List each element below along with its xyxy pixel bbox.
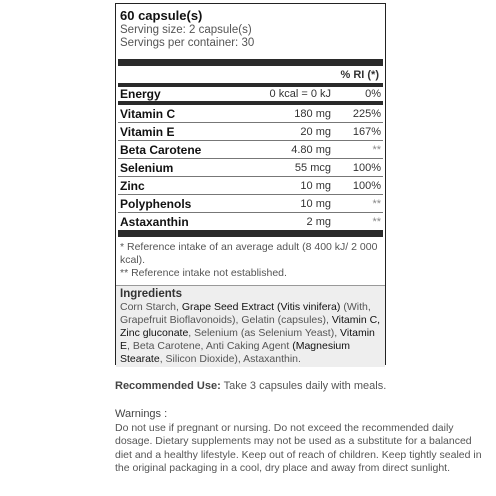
- panel-header: [116, 4, 385, 59]
- nutrient-row: [116, 195, 385, 212]
- ingredient-highlight: (Magnesium Stearate: [120, 340, 350, 365]
- ingredient-text: Corn Starch,: [120, 301, 182, 313]
- ingredients-title: Ingredients: [120, 288, 182, 300]
- ingredient-text: , Silicon Dioxide), Astaxanthin.: [159, 353, 301, 365]
- supplement-facts-panel: [115, 3, 386, 365]
- nutrient-amount: 20 mg: [300, 125, 331, 138]
- serving-size: Serving size: 2 capsule(s): [120, 24, 252, 36]
- ingredient-highlight: Vitamin E: [120, 327, 375, 352]
- ingredients-section: [116, 285, 385, 367]
- nutrient-amount: 55 mcg: [294, 161, 331, 174]
- ri-column-header: % RI (*): [340, 68, 379, 81]
- nutrient-row: [116, 159, 385, 176]
- nutrient-amount: 4.80 mg: [291, 143, 331, 156]
- recommended-use: [115, 380, 485, 393]
- ingredient-text: , Beta Carotene, Anti Caking Agent: [127, 340, 293, 352]
- warnings-section: [115, 408, 485, 475]
- nutrient-name: Vitamin E: [120, 124, 175, 139]
- energy-row: [116, 87, 385, 101]
- nutrient-ri: 100%: [352, 179, 381, 192]
- nutrient-ri: 100%: [352, 161, 381, 174]
- nutrient-ri: **: [372, 143, 381, 156]
- nutrient-name: Zinc: [120, 178, 145, 193]
- capsule-count: 60 capsule(s): [120, 8, 203, 23]
- divider-thick: [118, 230, 383, 237]
- nutrient-row: [116, 105, 385, 122]
- nutrient-ri: **: [372, 197, 381, 210]
- energy-label: Energy: [120, 87, 161, 101]
- nutrient-amount: 180 mg: [294, 107, 331, 120]
- ingredient-text: , Selenium (as Selenium Yeast),: [188, 327, 341, 339]
- ingredient-highlight: Grape Seed Extract (Vitis vinifera): [181, 301, 341, 313]
- ingredient-text: (With, Grapefruit Bioflavonoids), Gelatin (capsules),: [120, 301, 371, 326]
- footnote-reference-intake: * Reference intake of an average adult (8 400 kJ/ 2 000 kcal).: [120, 241, 378, 266]
- nutrient-name: Selenium: [120, 160, 174, 175]
- nutrient-amount: 10 mg: [300, 179, 331, 192]
- nutrient-row: [116, 141, 385, 158]
- nutrient-name: Vitamin C: [120, 106, 176, 121]
- divider-thick: [118, 59, 383, 66]
- ingredients-list: [120, 301, 381, 366]
- footnotes: [116, 237, 385, 283]
- servings-per-container: Servings per container: 30: [120, 36, 255, 49]
- nutrient-name: Astaxanthin: [120, 214, 189, 229]
- warnings-title: Warnings :: [115, 408, 168, 420]
- nutrient-name: Beta Carotene: [120, 142, 202, 157]
- nutrient-row: [116, 177, 385, 194]
- recommended-use-label: Recommended Use:: [115, 380, 221, 392]
- nutrient-row: [116, 213, 385, 230]
- energy-ri: 0%: [365, 88, 381, 100]
- nutrient-name: Polyphenols: [120, 196, 192, 211]
- nutrient-amount: 10 mg: [300, 197, 331, 210]
- nutrient-row: [116, 123, 385, 140]
- nutrient-amount: 2 mg: [306, 215, 331, 228]
- warnings-text: Do not use if pregnant or nursing. Do not exceed the recommended daily dosage. Dietary supplements may not be used as a substitute for a balanced diet and a healthy lifestyle. Keep out of reach of children. Keep tightly sealed in the original packaging in a cool, dry place and away from direct sunlight.: [115, 422, 482, 474]
- footnote-not-established: ** Reference intake not established.: [120, 267, 287, 279]
- energy-amount: 0 kcal = 0 kJ: [269, 88, 331, 100]
- nutrient-ri: **: [372, 215, 381, 228]
- recommended-use-text: Take 3 capsules daily with meals.: [220, 380, 387, 392]
- nutrient-ri: 225%: [352, 107, 381, 120]
- nutrient-ri: 167%: [352, 125, 381, 138]
- ingredient-highlight: Vitamin C, Zinc gluconate: [120, 314, 381, 339]
